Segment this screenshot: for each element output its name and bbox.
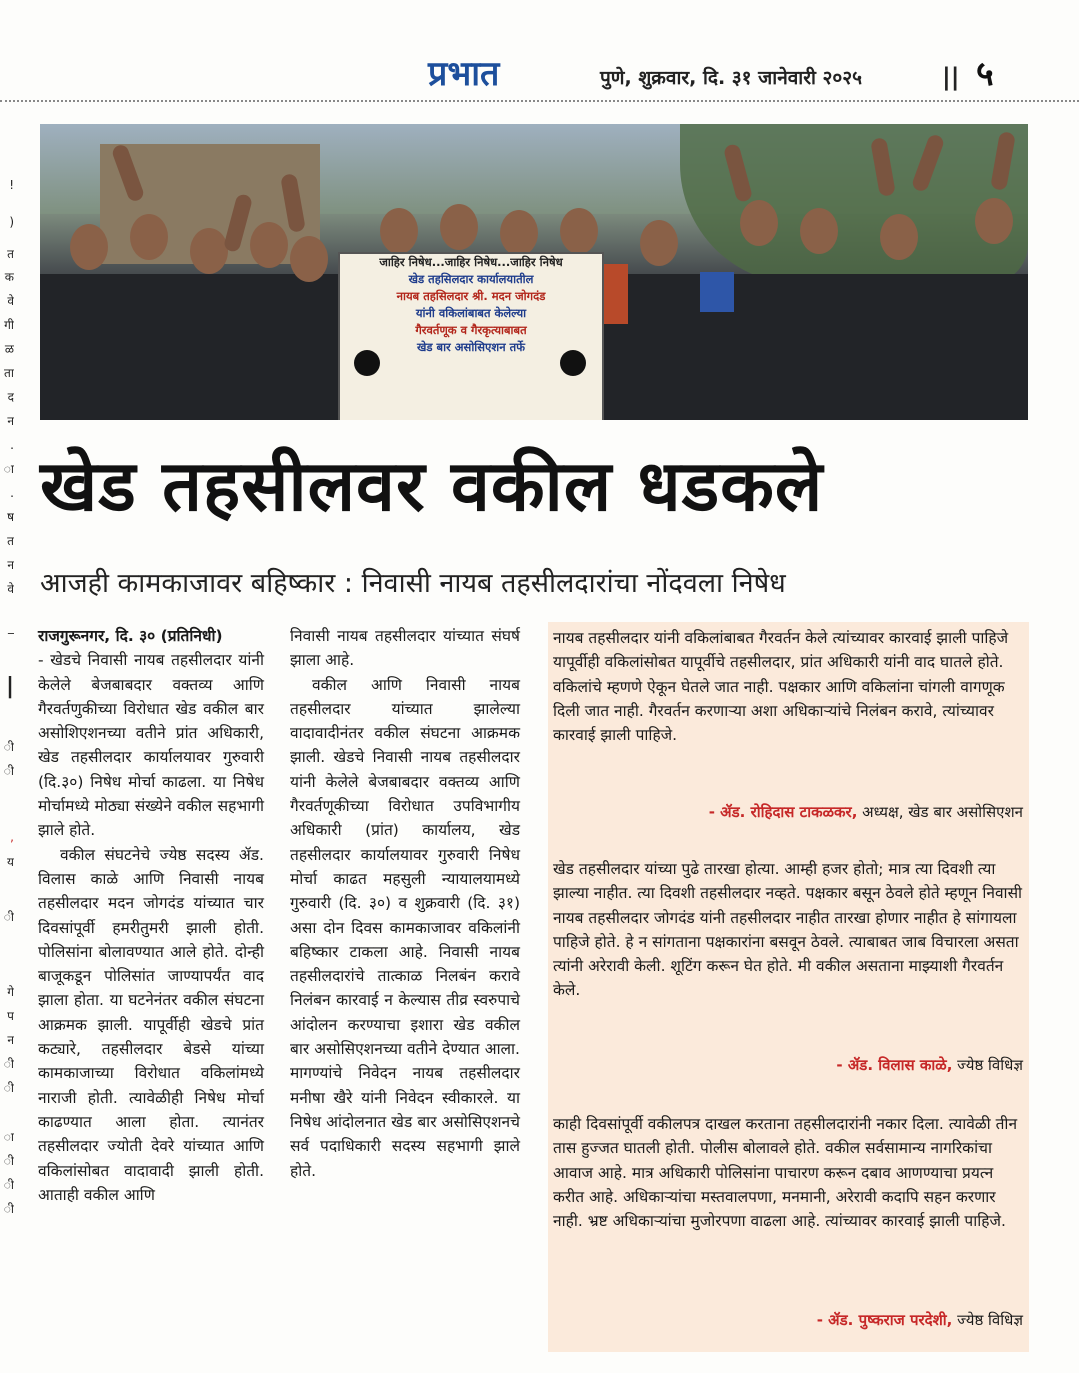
masthead (0, 48, 1079, 98)
quote-author-role: ज्येष्ठ विधिज्ञ (952, 1056, 1023, 1074)
banner-line: गैरवर्तणूक व गैरकृत्याबाबत (415, 323, 527, 337)
person-head (70, 224, 108, 270)
strip-char: क (4, 270, 14, 284)
person-head (190, 228, 228, 274)
strip-char: य (7, 855, 14, 869)
strip-char: ी (3, 1154, 14, 1168)
strip-char: ी (3, 764, 14, 778)
article-column-2 (290, 624, 520, 1183)
quote-2 (553, 857, 1023, 1003)
newspaper-logo: प्रभात (428, 54, 500, 94)
strip-char: वे (7, 294, 14, 308)
person-head (640, 220, 678, 266)
protest-banner (338, 252, 604, 420)
strip-char: ! (9, 178, 14, 192)
article-paragraph: निवासी नायब तहसीलदार यांच्यात संघर्ष झाला आहे. (290, 627, 520, 670)
strip-char: ष (7, 510, 14, 524)
strip-char: . (10, 486, 14, 500)
strip-char: , (10, 830, 14, 844)
strip-char: गे (7, 985, 14, 999)
person-head (250, 222, 288, 268)
strip-char: ा (3, 462, 14, 476)
strip-char: न (7, 1033, 14, 1047)
strip-char: | (5, 674, 14, 699)
quote-1 (553, 626, 1023, 747)
quote-author-role: ज्येष्ठ विधिज्ञ (952, 1311, 1023, 1329)
article-column-1 (38, 624, 264, 1207)
person-head (975, 198, 1013, 244)
bar-emblem-icon (354, 350, 380, 376)
article-paragraph: वकील संघटनेचे ज्येष्ठ सदस्य ॲड. विलास काळे आणि निवासी नायब तहसीलदार मदन जोगदंड यांच्यात चार दिवसांपूर्वी हमरीतुमरी झाली होती. पोलिसांना बोलावण्यात आले होते. दोन्ही बाजूकडून पोलिसांत जाण्यापर्यंत वाद झाला होता. या घटनेनंतर वकील संघटना आक्रमक झाली. यापूर्वीही खेडचे प्रांत कट्यारे, तहसीलदार बेडसे यांच्या कामकाजाच्या विरोधात वकिलांमध्ये नाराजी होती. त्यावेळीही निषेध मोर्चा काढण्यात आला होता. त्यानंतर तहसीलदार ज्योती देवरे यांच्यात आणि वकिलांसोबत वादावादी झाली होती. आताही वकील आणि (38, 845, 264, 1204)
quote-author: - ॲड. पुष्कराज परदेशी, (816, 1311, 953, 1329)
strip-char: ी (3, 1178, 14, 1192)
strip-char: ळ (4, 342, 14, 356)
quote-author: - ॲड. विलास काळे, (836, 1056, 953, 1074)
strip-char: वे (7, 582, 14, 596)
strip-char: ी (3, 1081, 14, 1095)
masthead-separator: || (942, 63, 960, 91)
bar-emblem-icon (560, 350, 586, 376)
banner-line: नायब तहसिलदार श्री. मदन जोगदंड (396, 289, 546, 303)
strip-char: ी (3, 1057, 14, 1071)
left-cropped-column (0, 90, 14, 1373)
quote-text: खेड तहसीलदार यांच्या पुढे तारखा होत्या. आम्ही हजर होतो; मात्र त्या दिवशी त्या झाल्या नाहीत. त्या दिवशी तहसीलदार नव्हते. पक्षकार बसून ठेवले होते म्हणून निवासी नायब तहसीलदार जोगदंड यांनी तहसीलदार नाहीत तारखा होणार नाहीत हे सांगायला पाहिजे होते. हे न सांगताना पक्षकारांना बसवून ठेवले. त्याबाबत जाब विचारला असता त्यांनी अरेरावी केली. शूटिंग करून घेत होते. मी वकील असताना माझ्याशी गैरवर्तन केले. (553, 860, 1023, 1000)
quote-author-role: अध्यक्ष, खेड बार असोसिएशन (857, 803, 1023, 821)
strip-char: त (7, 247, 14, 261)
blue-file (700, 272, 734, 312)
person-head (740, 200, 778, 246)
article-paragraph: वकील आणि निवासी नायब तहसीलदार यांच्यात झालेल्या वादावादीनंतर वकील संघटना आक्रमक झाली. खेडचे निवासी नायब तहसीलदार यांनी केलेले बेजबाबदार वक्तव्य आणि गैरवर्तणूकीच्या विरोधात उपविभागीय अधिकारी (प्रांत) कार्यालय, खेड तहसीलदार कार्यालयावर गुरुवारी निषेध मोर्चा काढत महसुली न्यायालयामध्ये गुरुवारी (दि. ३०) व शुक्रवारी (दि. ३१) असा दोन दिवस कामकाजावर वकिलांनी बहिष्कार टाकला आहे. निवासी नायब तहसीलदारांचे तात्काळ निलबंन करावे निलंबन कारवाई न केल्यास तीव्र स्वरुपाचे आंदोलन करण्याचा इशारा खेड वकील बार असोसिएशनच्या वतीने देण्यात आला. मागण्यांचे निवेदन नायब तहसीलदार मनीषा खैरे यांनी निवेदन स्वीकारले. या निषेध आंदोलनात खेड बार असोसिएशनचे सर्व पदाधिकारी सदस्य सहभागी झाले होते. (290, 675, 520, 1180)
strip-char: द (7, 390, 14, 404)
strip-char: गी (4, 318, 14, 332)
person-head (560, 208, 598, 254)
person-head (290, 236, 328, 282)
strip-char: _ (8, 620, 14, 634)
byline: राजगुरूनगर, दि. ३० (प्रतिनिधी) (38, 627, 223, 645)
quote-2-signature (553, 1053, 1023, 1077)
banner-line: खेड तहसिलदार कार्यालयातील (408, 272, 534, 286)
dotted-rule (0, 100, 1079, 102)
strip-char: ी (3, 1202, 14, 1216)
person-head (130, 214, 168, 260)
strip-char: . (10, 438, 14, 452)
banner-line: यांनी वकिलांबाबत केलेल्या (415, 306, 527, 320)
strip-char: ी (3, 740, 14, 754)
strip-char: ) (9, 215, 14, 229)
dateline: पुणे, शुक्रवार, दि. ३१ जानेवारी २०२५ (600, 67, 863, 89)
person-head (880, 214, 918, 260)
strip-char: त (7, 534, 14, 548)
strip-char: न (7, 558, 14, 572)
person-head (440, 204, 478, 250)
quote-1-signature (553, 800, 1023, 824)
strip-char: ता (4, 366, 14, 380)
protest-photo (40, 124, 1028, 420)
banner-line: जाहिर निषेध...जाहिर निषेध...जाहिर निषेध (379, 255, 563, 269)
strip-char: प (7, 1009, 14, 1023)
person-head (800, 208, 838, 254)
person-head (500, 210, 538, 256)
quote-text: नायब तहसीलदार यांनी वकिलांबाबत गैरवर्तन केले त्यांच्यावर कारवाई झाली पाहिजे यापूर्वीही वकिलांसोबत यापूर्वीचे तहसीलदार, प्रांत अधिकारी यांनी वाद घातले होते. वकिलांचे म्हणणे ऐकून घेतले जात नाही. पक्षकार आणि वकिलांना चांगली वागणूक दिली जात नाही. गैरवर्तन करणाऱ्या अशा अधिकाऱ्यांचे निलंबन करावे, त्यांच्यावर कारवाई झाली पाहिजे. (553, 629, 1009, 745)
page-number: ५ (976, 54, 994, 94)
article-paragraph: - खेडचे निवासी नायब तहसीलदार यांनी केलेले बेजबाबदार वक्तव्य आणि गैरवर्तणुकीच्या विरोधात खेड वकील बार असोशिएशनच्या वतीने प्रांत अधिकारी, खेड तहसीलदार कार्यालयावर गुरुवारी (दि.३०) निषेध मोर्चा काढला. या निषेध मोर्चामध्ये मोठ्या संख्येने वकील सहभागी झाले होते. (38, 651, 264, 840)
quote-author: - ॲड. रोहिदास टाकळकर, (708, 803, 858, 821)
strip-char: ी (3, 910, 14, 924)
quote-text: काही दिवसांपूर्वी वकीलपत्र दाखल करताना तहसीलदारांनी नकार दिला. त्यावेळी तीन तास हुज्जत घातली होती. पोलीस बोलावले होते. वकील सर्वसामान्य नागरिकांचा आवाज आहे. मात्र अधिकारी पोलिसांना पाचारण करून दबाव आणण्याचा प्रयत्न करीत आहे. अधिकाऱ्यांचा मस्तवालपणा, मनमानी, अरेरावी कदापि सहन करणार नाही. भ्रष्ट अधिकाऱ्यांचा मुजोरपणा वाढला आहे. त्यांच्यावर कारवाई झाली पाहिजे. (553, 1115, 1018, 1231)
subheadline: आजही कामकाजावर बहिष्कार : निवासी नायब तहसीलदारांचा नोंदवला निषेध (40, 568, 786, 599)
strip-char: न (7, 414, 14, 428)
banner-line: खेड बार असोसिएशन तर्फे (416, 340, 526, 354)
person-head (380, 208, 418, 254)
strip-char: ा (3, 1130, 14, 1144)
headline: खेड तहसीलवर वकील धडकले (40, 445, 824, 527)
quote-3-signature (553, 1308, 1023, 1332)
quote-3 (553, 1112, 1023, 1233)
